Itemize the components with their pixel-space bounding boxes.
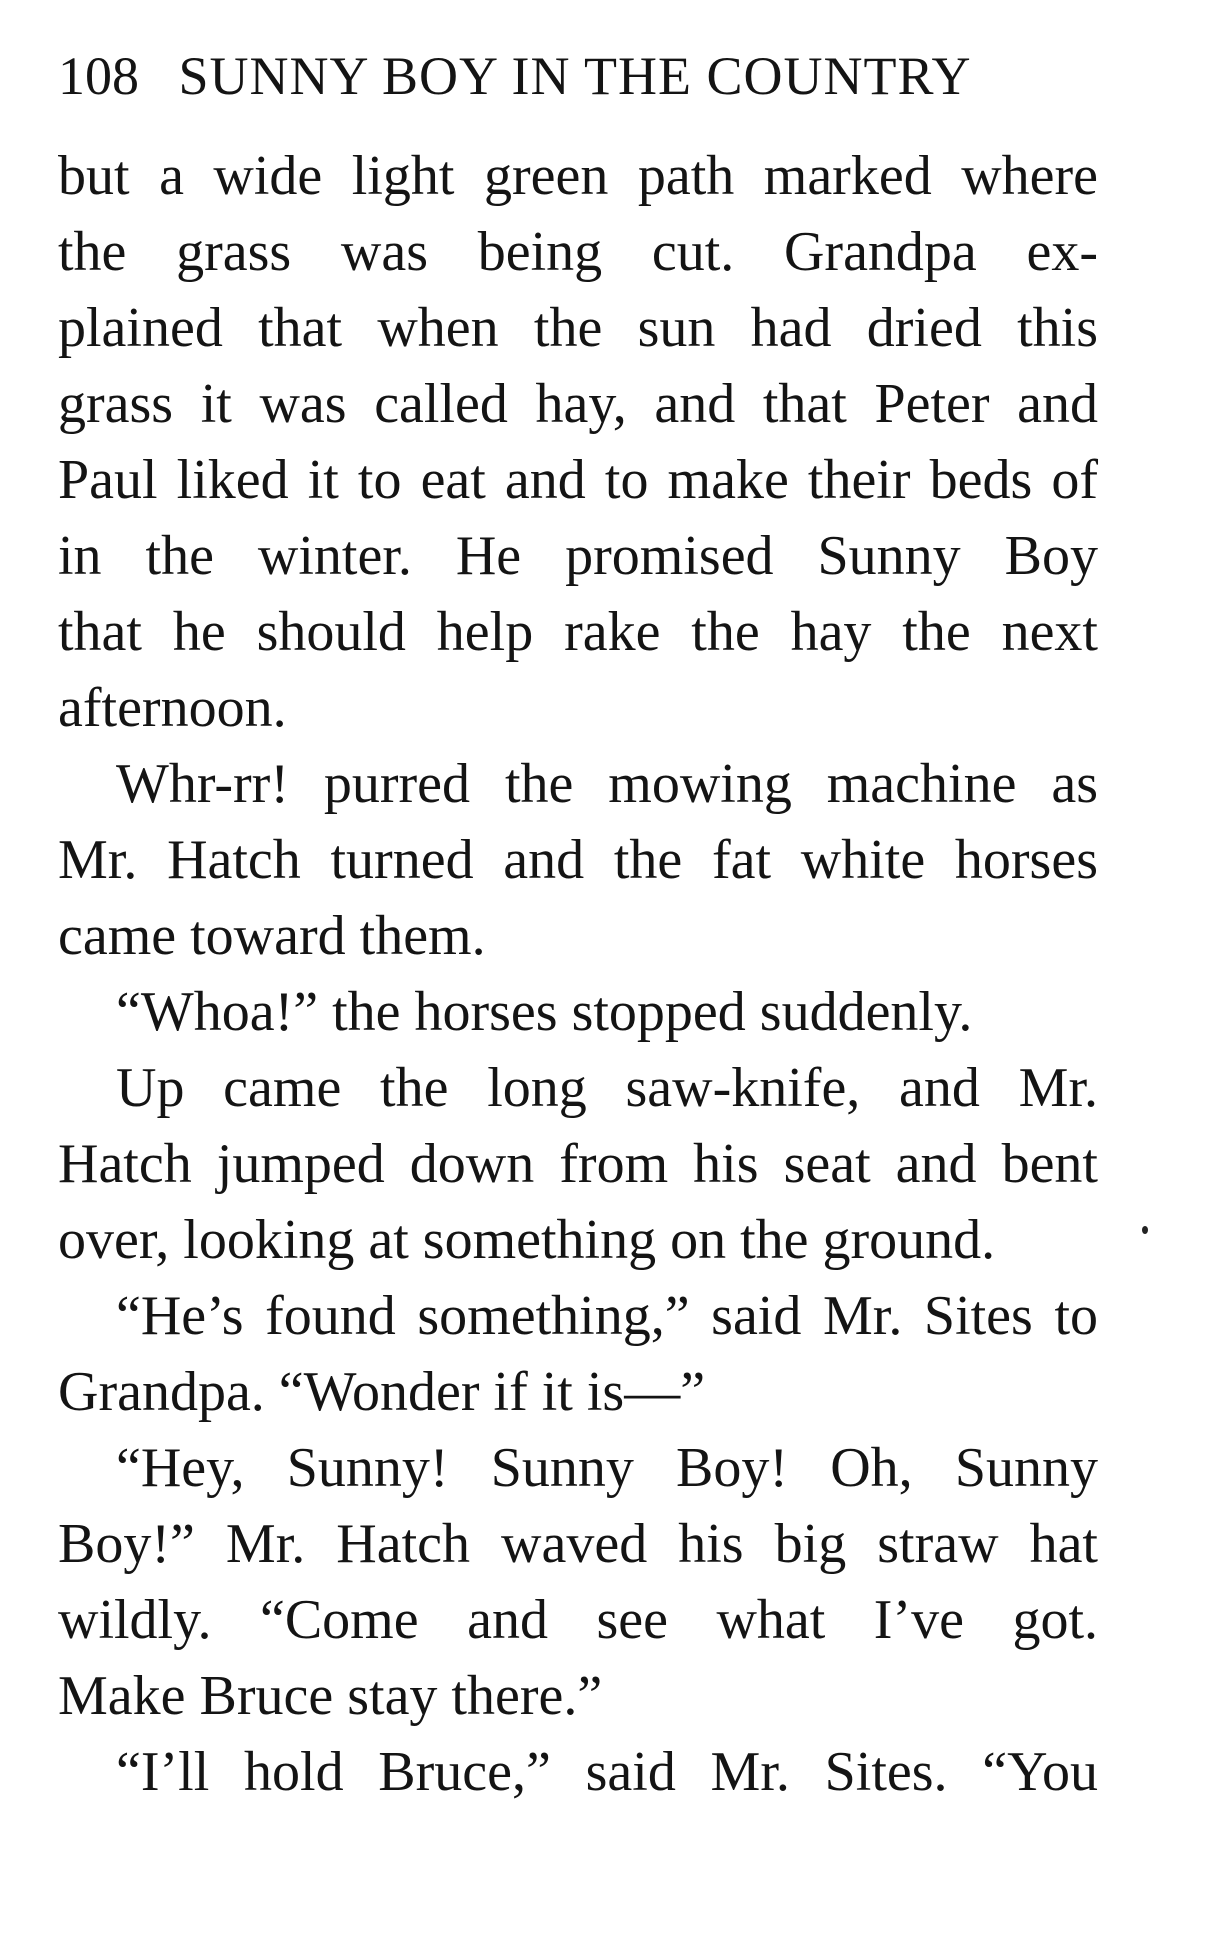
text-line: that he should help rake the hay the next — [58, 601, 1098, 663]
text-line: Make Bruce stay there.” — [58, 1665, 603, 1727]
ink-speck — [1142, 1226, 1148, 1234]
text-line: plained that when the sun had dried this — [58, 297, 1098, 359]
text-line: Grandpa. “Wonder if it is—” — [58, 1361, 706, 1423]
text-line: but a wide light green path marked where — [58, 145, 1098, 207]
text-line: Whr-rr! purred the mowing machine as — [116, 753, 1098, 815]
text-line: Mr. Hatch turned and the fat white horses — [58, 829, 1098, 891]
text-line: Paul liked it to eat and to make their beds of — [58, 449, 1098, 511]
text-line: in the winter. He promised Sunny Boy — [58, 525, 1098, 587]
text-line: the grass was being cut. Grandpa ex- — [58, 221, 1098, 283]
text-line: afternoon. — [58, 677, 287, 739]
text-line: grass it was called hay, and that Peter and — [58, 373, 1098, 435]
text-line: Up came the long saw-knife, and Mr. — [116, 1057, 1098, 1119]
text-line: came toward them. — [58, 905, 486, 967]
page-number: 108 — [58, 46, 139, 106]
running-title: SUNNY BOY IN THE COUNTRY — [178, 46, 972, 106]
body-text — [58, 138, 1098, 1810]
text-line: over, looking at something on the ground. — [58, 1209, 996, 1271]
text-line: wildly. “Come and see what I’ve got. — [58, 1589, 1098, 1651]
page-header — [58, 36, 1018, 116]
text-line: “I’ll hold Bruce,” said Mr. Sites. “You — [116, 1741, 1098, 1803]
text-line: “Hey, Sunny! Sunny Boy! Oh, Sunny — [116, 1437, 1098, 1499]
text-line: Boy!” Mr. Hatch waved his big straw hat — [58, 1513, 1098, 1575]
text-line: Hatch jumped down from his seat and bent — [58, 1133, 1098, 1195]
text-line: “He’s found something,” said Mr. Sites to — [116, 1285, 1098, 1347]
text-line: “Whoa!” the horses stopped suddenly. — [116, 981, 973, 1043]
